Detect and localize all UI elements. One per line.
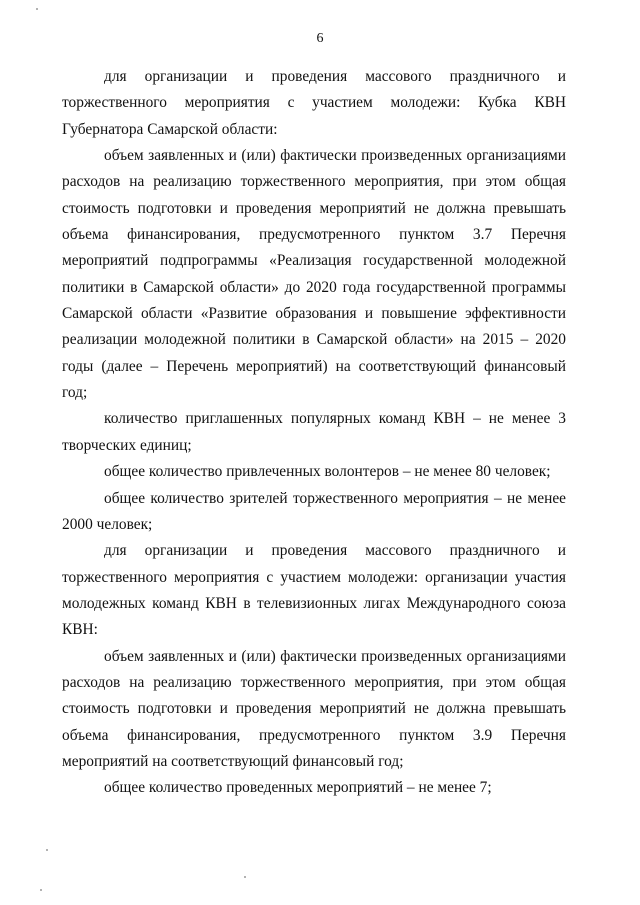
paragraph-spectators: общее количество зрителей торжественного мероприятия – не менее 2000 человек;: [62, 489, 566, 533]
paragraph-event-kvn-leagues: для организации и проведения массового праздничного и торжественного мероприятия с участием молодежи: организации участия молодежных команд КВН в телевизионных лигах Международного союза КВН:: [62, 542, 566, 639]
paragraph-events-count: общее количество проведенных мероприятий – не менее 7;: [104, 779, 492, 797]
scan-speck: [40, 889, 42, 891]
paragraph-event-kvn-cup: для организации и проведения массового праздничного и торжественного мероприятия с участием молодежи: Кубка КВН Губернатора Самарской области:: [62, 68, 566, 138]
paragraph-volunteers: общее количество привлеченных волонтеров – не менее 80 человек;: [104, 463, 551, 481]
scan-speck: [36, 8, 38, 10]
document-body: [62, 64, 566, 802]
scan-speck: [46, 849, 48, 851]
page-number: 6: [316, 31, 324, 46]
paragraph-invited-teams: количество приглашенных популярных команд КВН – не менее 3 творческих единиц;: [62, 410, 566, 454]
paragraph-expense-volume-3-9: объем заявленных и (или) фактически произведенных организациями расходов на реализацию торжественного мероприятия, при этом общая стоимость подготовки и проведения мероприятий не должна превышать объема финансирования, предусмотренного пунктом 3.9 Перечня мероприятий на соответствующий финансовый год;: [62, 647, 566, 770]
scan-speck: [244, 876, 246, 878]
paragraph-expense-volume-3-7: объем заявленных и (или) фактически произведенных организациями расходов на реализацию торжественного мероприятия, при этом общая стоимость подготовки и проведения мероприятий не должна превышать объема финансирования, предусмотренного пунктом 3.7 Перечня мероприятий подпрограммы «Реализация государственной молодежной политики в Самарской области» до 2020 года государственной программы Самарской области «Развитие образования и повышение эффективности реализации молодежной политики в Самарской области» на 2015 – 2020 годы (далее – Перечень мероприятий) на соответствующий финансовый год;: [62, 147, 566, 402]
